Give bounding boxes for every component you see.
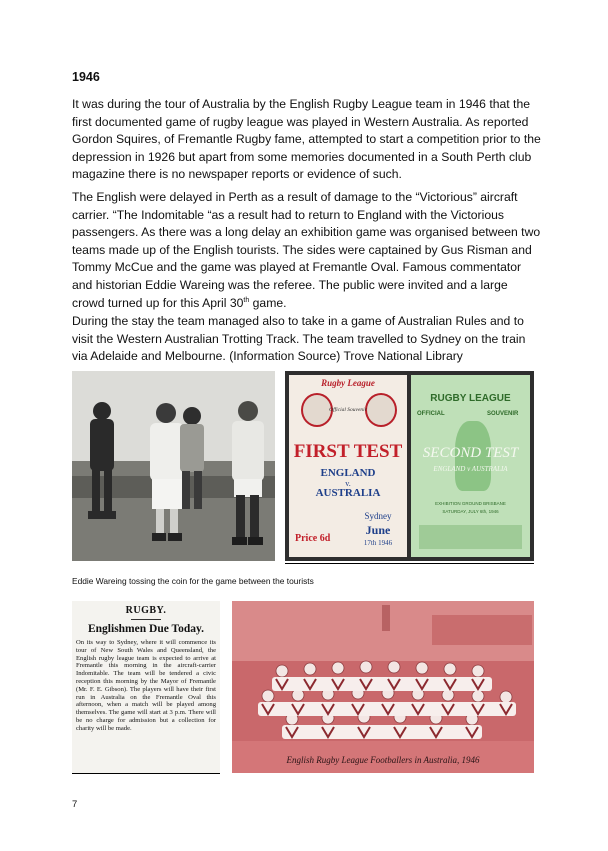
team-photo-caption: English Rugby League Footballers in Australia, 1946: [286, 755, 480, 765]
coin-toss-illustration: [72, 371, 275, 561]
program-price: Price 6d: [295, 533, 331, 544]
clipping-body: On its way to Sydney, where it will commence its tour of New South Wales and Queensland, the English rugby league team is expected to arrive at Fremantle this morning in the aircraft-carrier Indomitable. The team will be tendered a civic reception this morning by the Mayor of Fremantle (Mr. F. E. Gibson). The players will have their first run in Australia on the Fremantle Oval this afternoon, when a match will be played among themselves. The game will start at 3 p.m. There will be no charge for admission but a collection for charity will be made.: [76, 639, 216, 732]
team-photo: [232, 601, 534, 773]
first-test-program: [289, 375, 407, 557]
program-date-day: 17th 1946: [363, 539, 393, 547]
program-subtitle-2: ENGLAND v AUSTRALIA: [433, 465, 508, 473]
program-date-2: SATURDAY, JULY 6th, 1946: [442, 509, 499, 514]
paragraph-exhibition-text: The English were delayed in Perth as a result of damage to the “Victorious” aircraft carrier. “The Indomitable “as a result had to return to England with the Victorious passengers. As there was a long delay an exhibition game was organised between two teams made up of the English tourists. The sides were captained by Gus Risman and Tommy McCue and the game was played at Fremantle Oval. Famous commentator and historian Eddie Wareing was the referee. The public were invited and a large crowd turned up for this April 30: [72, 190, 541, 310]
program-masthead-2: RUGBY LEAGUE: [430, 393, 511, 404]
paragraph-exhibition-end: game.: [249, 295, 287, 310]
clipping-underline: [72, 773, 220, 774]
match-programs-photo: [285, 371, 534, 561]
program-team2: AUSTRALIA: [315, 487, 381, 499]
program-masthead: Rugby League: [321, 378, 375, 388]
photo-caption: Eddie Wareing tossing the coin for the game between the tourists: [72, 576, 314, 586]
program-date: June: [365, 523, 391, 537]
program-title: FIRST TEST: [293, 441, 403, 462]
program-team1: ENGLAND: [320, 467, 376, 479]
program-advert-strip: [419, 525, 522, 549]
program-title-2: SECOND TEST: [422, 445, 519, 461]
newspaper-clipping: [72, 601, 220, 773]
program-vs: v.: [345, 479, 351, 488]
program-label-left: OFFICIAL: [417, 411, 445, 417]
paragraph-exhibition-game: [72, 189, 542, 312]
program-venue: Sydney: [364, 511, 392, 521]
program-label-right: SOUVENIR: [487, 411, 519, 417]
program-venue-2: EXHIBITION GROUND BRISBANE: [435, 501, 506, 506]
paragraph-history: It was during the tour of Australia by the English Rugby League team in 1946 that the first documented game of rugby league was played in Western Australia. As reported Gordon Squires, of Fremantle Rugby fame, attempted to start a competition prior to the depression in 1926 but apart from some memories documented in a South Perth club magazine there is no newspaper reports or evidence of such.: [72, 97, 541, 182]
team-photo-illustration: [232, 601, 534, 773]
page-heading: 1946: [72, 70, 100, 84]
page-number: 7: [72, 799, 78, 810]
clipping-rule: [131, 619, 161, 620]
clipping-headline: Englishmen Due Today.: [87, 623, 204, 635]
clipping-title: RUGBY.: [125, 605, 167, 616]
second-test-program: [411, 375, 530, 557]
coin-toss-photo: [72, 371, 275, 561]
program-subtitle: Official Souvenir: [329, 407, 367, 413]
ordinal-suffix: th: [243, 296, 250, 304]
paragraph-travel: During the stay the team managed also to take in a game of Australian Rules and to visit the Western Australian Trotting Track. The team travelled to Sydney on the train via Adelaide and Melbourne. (Information Source) Trove National Library: [72, 314, 526, 364]
player-portrait-right: [365, 393, 397, 427]
program-photo-underline: [285, 563, 534, 564]
